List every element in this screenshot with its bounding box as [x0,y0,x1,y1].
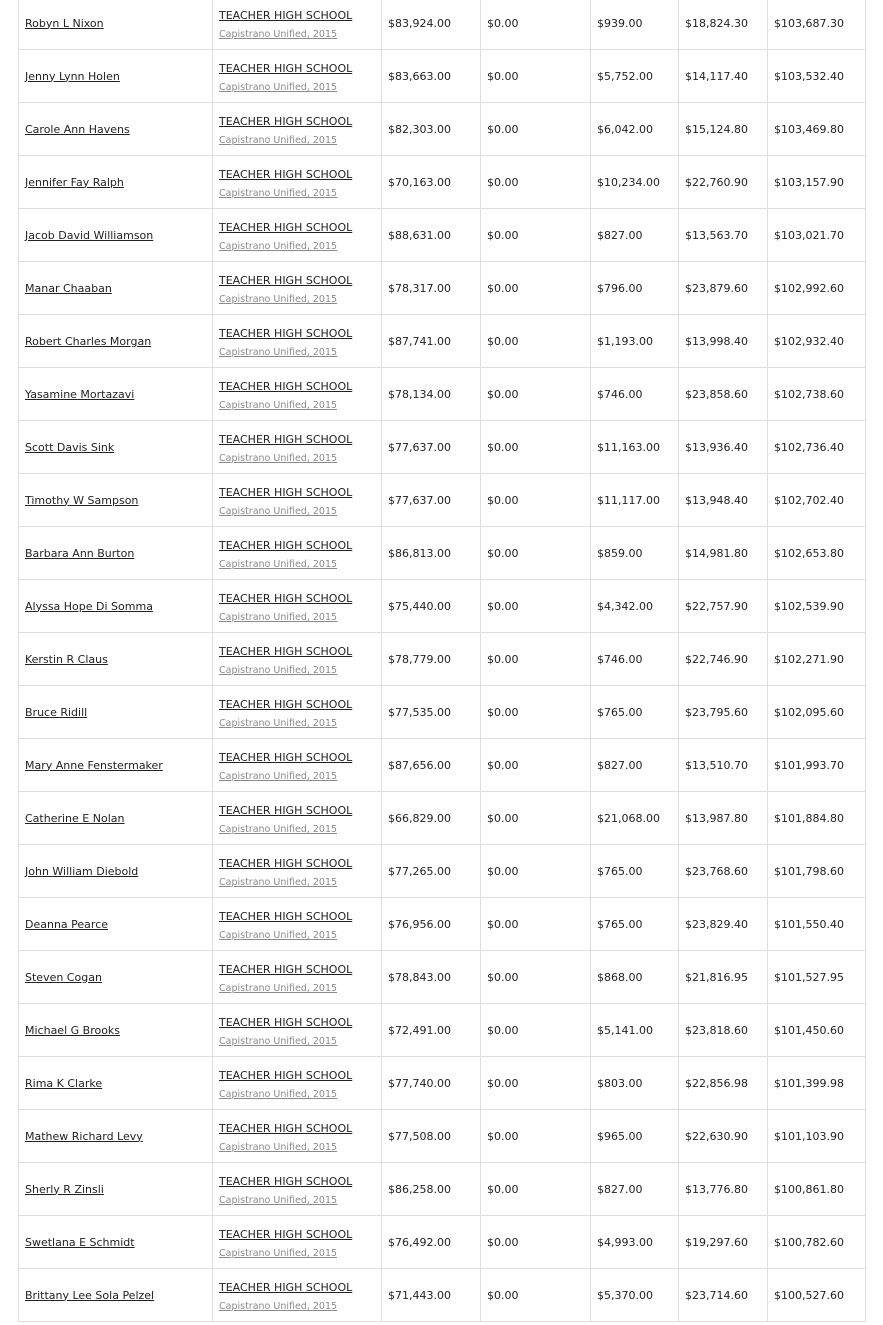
job-cell [213,580,382,633]
regular-pay-cell: $70,163.00 [382,156,481,209]
job-title-link[interactable]: TEACHER HIGH SCHOOL [219,433,353,446]
overtime-pay-cell: $0.00 [481,792,591,845]
other-pay-cell: $11,163.00 [591,421,679,474]
employee-name-link[interactable]: Mary Anne Fenstermaker [25,758,163,772]
other-pay-cell: $21,068.00 [591,792,679,845]
employee-name-cell [19,421,213,474]
total-pay-cell: $102,539.90 [768,580,866,633]
employee-name-link[interactable]: Carole Ann Havens [25,122,130,136]
employee-name-cell [19,315,213,368]
employee-name-link[interactable]: Catherine E Nolan [25,811,125,825]
job-title-link[interactable]: TEACHER HIGH SCHOOL [219,698,353,711]
total-pay-cell: $101,550.40 [768,898,866,951]
regular-pay-cell: $78,134.00 [382,368,481,421]
employee-name-link[interactable]: Yasamine Mortazavi [25,387,135,401]
benefits-cell: $13,936.40 [679,421,768,474]
agency-year-link[interactable]: Capistrano Unified, 2015 [219,188,338,199]
total-pay-cell: $102,932.40 [768,315,866,368]
job-cell [213,898,382,951]
total-pay-cell: $103,021.70 [768,209,866,262]
benefits-cell: $19,297.60 [679,1216,768,1269]
table-row [19,1163,866,1216]
agency-year-link[interactable]: Capistrano Unified, 2015 [219,1142,338,1153]
employee-name-link[interactable]: Barbara Ann Burton [25,546,135,560]
benefits-cell: $22,757.90 [679,580,768,633]
other-pay-cell: $765.00 [591,845,679,898]
agency-year-link[interactable]: Capistrano Unified, 2015 [219,135,338,146]
total-pay-cell: $101,527.95 [768,951,866,1004]
other-pay-cell: $6,042.00 [591,103,679,156]
job-cell [213,633,382,686]
regular-pay-cell: $86,813.00 [382,527,481,580]
job-title-link[interactable]: TEACHER HIGH SCHOOL [219,751,353,764]
job-cell [213,209,382,262]
job-title-link[interactable]: TEACHER HIGH SCHOOL [219,963,353,976]
regular-pay-cell: $76,492.00 [382,1216,481,1269]
overtime-pay-cell: $0.00 [481,156,591,209]
benefits-cell: $18,824.30 [679,0,768,50]
other-pay-cell: $765.00 [591,686,679,739]
table-row [19,739,866,792]
benefits-cell: $23,714.60 [679,1269,768,1322]
agency-year-link[interactable]: Capistrano Unified, 2015 [219,771,338,782]
benefits-cell: $22,856.98 [679,1057,768,1110]
job-title-link[interactable]: TEACHER HIGH SCHOOL [219,592,353,605]
table-row [19,421,866,474]
overtime-pay-cell: $0.00 [481,633,591,686]
employee-name-link[interactable]: Swetlana E Schmidt [25,1235,135,1249]
employee-name-link[interactable]: Manar Chaaban [25,281,112,295]
job-cell [213,1216,382,1269]
agency-year-link[interactable]: Capistrano Unified, 2015 [219,718,338,729]
total-pay-cell: $102,095.60 [768,686,866,739]
overtime-pay-cell: $0.00 [481,1004,591,1057]
job-title-link[interactable]: TEACHER HIGH SCHOOL [219,9,353,22]
regular-pay-cell: $86,258.00 [382,1163,481,1216]
other-pay-cell: $939.00 [591,0,679,50]
table-row [19,527,866,580]
employee-name-cell [19,527,213,580]
regular-pay-cell: $75,440.00 [382,580,481,633]
employee-name-cell [19,1163,213,1216]
job-title-link[interactable]: TEACHER HIGH SCHOOL [219,1175,353,1188]
overtime-pay-cell: $0.00 [481,0,591,50]
agency-year-link[interactable]: Capistrano Unified, 2015 [219,1301,338,1312]
overtime-pay-cell: $0.00 [481,845,591,898]
job-cell [213,262,382,315]
other-pay-cell: $5,141.00 [591,1004,679,1057]
table-row [19,633,866,686]
agency-year-link[interactable]: Capistrano Unified, 2015 [219,665,338,676]
regular-pay-cell: $77,637.00 [382,474,481,527]
overtime-pay-cell: $0.00 [481,209,591,262]
regular-pay-cell: $77,740.00 [382,1057,481,1110]
other-pay-cell: $803.00 [591,1057,679,1110]
job-cell [213,421,382,474]
benefits-cell: $13,776.80 [679,1163,768,1216]
job-cell [213,156,382,209]
job-cell [213,951,382,1004]
table-row [19,209,866,262]
overtime-pay-cell: $0.00 [481,474,591,527]
benefits-cell: $13,987.80 [679,792,768,845]
agency-year-link[interactable]: Capistrano Unified, 2015 [219,82,338,93]
employee-name-link[interactable]: Rima K Clarke [25,1076,103,1090]
overtime-pay-cell: $0.00 [481,1057,591,1110]
overtime-pay-cell: $0.00 [481,580,591,633]
total-pay-cell: $103,469.80 [768,103,866,156]
employee-name-cell [19,739,213,792]
regular-pay-cell: $83,663.00 [382,50,481,103]
job-cell [213,527,382,580]
salary-table-body [19,0,866,1322]
job-title-link[interactable]: TEACHER HIGH SCHOOL [219,1016,353,1029]
overtime-pay-cell: $0.00 [481,898,591,951]
regular-pay-cell: $77,265.00 [382,845,481,898]
agency-year-link[interactable]: Capistrano Unified, 2015 [219,29,338,40]
employee-name-link[interactable]: Mathew Richard Levy [25,1129,143,1143]
agency-year-link[interactable]: Capistrano Unified, 2015 [219,400,338,411]
employee-name-link[interactable]: Michael G Brooks [25,1023,121,1037]
total-pay-cell: $101,993.70 [768,739,866,792]
overtime-pay-cell: $0.00 [481,315,591,368]
job-cell [213,1269,382,1322]
regular-pay-cell: $66,829.00 [382,792,481,845]
agency-year-link[interactable]: Capistrano Unified, 2015 [219,1089,338,1100]
overtime-pay-cell: $0.00 [481,421,591,474]
overtime-pay-cell: $0.00 [481,368,591,421]
total-pay-cell: $102,653.80 [768,527,866,580]
table-row [19,315,866,368]
benefits-cell: $23,818.60 [679,1004,768,1057]
benefits-cell: $14,117.40 [679,50,768,103]
regular-pay-cell: $78,317.00 [382,262,481,315]
benefits-cell: $13,998.40 [679,315,768,368]
employee-name-cell [19,474,213,527]
overtime-pay-cell: $0.00 [481,527,591,580]
job-title-link[interactable]: TEACHER HIGH SCHOOL [219,857,353,870]
employee-name-cell [19,792,213,845]
agency-year-link[interactable]: Capistrano Unified, 2015 [219,1248,338,1259]
table-row [19,1057,866,1110]
table-row [19,50,866,103]
other-pay-cell: $827.00 [591,739,679,792]
regular-pay-cell: $77,535.00 [382,686,481,739]
overtime-pay-cell: $0.00 [481,686,591,739]
job-title-link[interactable]: TEACHER HIGH SCHOOL [219,1228,353,1241]
job-cell [213,0,382,50]
benefits-cell: $23,829.40 [679,898,768,951]
employee-name-link[interactable]: Alyssa Hope Di Somma [25,599,153,613]
employee-name-link[interactable]: Jennifer Fay Ralph [25,175,124,189]
other-pay-cell: $746.00 [591,368,679,421]
total-pay-cell: $101,103.90 [768,1110,866,1163]
overtime-pay-cell: $0.00 [481,951,591,1004]
total-pay-cell: $103,157.90 [768,156,866,209]
regular-pay-cell: $71,443.00 [382,1269,481,1322]
table-row [19,1110,866,1163]
benefits-cell: $23,795.60 [679,686,768,739]
employee-name-link[interactable]: Sherly R Zinsli [25,1182,104,1196]
agency-year-link[interactable]: Capistrano Unified, 2015 [219,1036,338,1047]
employee-name-link[interactable]: Jenny Lynn Holen [25,69,120,83]
other-pay-cell: $5,370.00 [591,1269,679,1322]
total-pay-cell: $100,861.80 [768,1163,866,1216]
overtime-pay-cell: $0.00 [481,1110,591,1163]
job-title-link[interactable]: TEACHER HIGH SCHOOL [219,62,353,75]
agency-year-link[interactable]: Capistrano Unified, 2015 [219,1195,338,1206]
employee-name-link[interactable]: Jacob David Williamson [25,228,154,242]
employee-name-cell [19,156,213,209]
employee-name-cell [19,1216,213,1269]
job-title-link[interactable]: TEACHER HIGH SCHOOL [219,804,353,817]
job-cell [213,315,382,368]
job-cell [213,1057,382,1110]
total-pay-cell: $102,992.60 [768,262,866,315]
benefits-cell: $14,981.80 [679,527,768,580]
employee-name-link[interactable]: Steven Cogan [25,970,102,984]
table-row [19,898,866,951]
total-pay-cell: $101,798.60 [768,845,866,898]
job-title-link[interactable]: TEACHER HIGH SCHOOL [219,645,353,658]
table-row [19,103,866,156]
benefits-cell: $15,124.80 [679,103,768,156]
job-cell [213,1163,382,1216]
employee-name-cell [19,368,213,421]
table-row [19,1216,866,1269]
benefits-cell: $21,816.95 [679,951,768,1004]
table-row [19,580,866,633]
employee-name-cell [19,50,213,103]
agency-year-link[interactable]: Capistrano Unified, 2015 [219,824,338,835]
benefits-cell: $22,746.90 [679,633,768,686]
table-row [19,845,866,898]
table-row [19,0,866,50]
agency-year-link[interactable]: Capistrano Unified, 2015 [219,453,338,464]
employee-name-cell [19,1110,213,1163]
regular-pay-cell: $82,303.00 [382,103,481,156]
employee-name-cell [19,1004,213,1057]
employee-name-cell [19,580,213,633]
other-pay-cell: $765.00 [591,898,679,951]
total-pay-cell: $101,450.60 [768,1004,866,1057]
benefits-cell: $23,768.60 [679,845,768,898]
agency-year-link[interactable]: Capistrano Unified, 2015 [219,241,338,252]
employee-name-link[interactable]: Kerstin R Claus [25,652,108,666]
other-pay-cell: $827.00 [591,209,679,262]
job-title-link[interactable]: TEACHER HIGH SCHOOL [219,274,353,287]
employee-name-link[interactable]: John William Diebold [25,864,139,878]
job-title-link[interactable]: TEACHER HIGH SCHOOL [219,380,353,393]
total-pay-cell: $101,399.98 [768,1057,866,1110]
employee-name-cell [19,1269,213,1322]
regular-pay-cell: $72,491.00 [382,1004,481,1057]
employee-name-cell [19,1057,213,1110]
job-cell [213,103,382,156]
overtime-pay-cell: $0.00 [481,262,591,315]
benefits-cell: $23,858.60 [679,368,768,421]
total-pay-cell: $103,687.30 [768,0,866,50]
agency-year-link[interactable]: Capistrano Unified, 2015 [219,559,338,570]
regular-pay-cell: $78,779.00 [382,633,481,686]
other-pay-cell: $859.00 [591,527,679,580]
other-pay-cell: $5,752.00 [591,50,679,103]
benefits-cell: $13,948.40 [679,474,768,527]
employee-name-cell [19,633,213,686]
table-row [19,686,866,739]
regular-pay-cell: $76,956.00 [382,898,481,951]
total-pay-cell: $102,702.40 [768,474,866,527]
job-cell [213,474,382,527]
job-cell [213,50,382,103]
regular-pay-cell: $87,656.00 [382,739,481,792]
other-pay-cell: $796.00 [591,262,679,315]
regular-pay-cell: $87,741.00 [382,315,481,368]
job-title-link[interactable]: TEACHER HIGH SCHOOL [219,115,353,128]
total-pay-cell: $101,884.80 [768,792,866,845]
total-pay-cell: $100,782.60 [768,1216,866,1269]
employee-name-cell [19,845,213,898]
table-row [19,1269,866,1322]
employee-name-link[interactable]: Brittany Lee Sola Pelzel [25,1288,155,1302]
overtime-pay-cell: $0.00 [481,1269,591,1322]
table-row [19,368,866,421]
salary-table [18,0,866,1322]
employee-name-link[interactable]: Robert Charles Morgan [25,334,152,348]
job-title-link[interactable]: TEACHER HIGH SCHOOL [219,168,353,181]
job-cell [213,686,382,739]
job-title-link[interactable]: TEACHER HIGH SCHOOL [219,539,353,552]
table-row [19,262,866,315]
other-pay-cell: $827.00 [591,1163,679,1216]
regular-pay-cell: $77,508.00 [382,1110,481,1163]
employee-name-cell [19,951,213,1004]
regular-pay-cell: $83,924.00 [382,0,481,50]
overtime-pay-cell: $0.00 [481,1163,591,1216]
overtime-pay-cell: $0.00 [481,50,591,103]
job-title-link[interactable]: TEACHER HIGH SCHOOL [219,1281,353,1294]
table-row [19,156,866,209]
total-pay-cell: $103,532.40 [768,50,866,103]
employee-name-cell [19,103,213,156]
other-pay-cell: $1,193.00 [591,315,679,368]
agency-year-link[interactable]: Capistrano Unified, 2015 [219,612,338,623]
other-pay-cell: $868.00 [591,951,679,1004]
job-cell [213,1110,382,1163]
table-row [19,474,866,527]
agency-year-link[interactable]: Capistrano Unified, 2015 [219,877,338,888]
total-pay-cell: $102,738.60 [768,368,866,421]
employee-name-cell [19,262,213,315]
employee-name-cell [19,209,213,262]
table-row [19,792,866,845]
overtime-pay-cell: $0.00 [481,1216,591,1269]
agency-year-link[interactable]: Capistrano Unified, 2015 [219,294,338,305]
job-cell [213,792,382,845]
agency-year-link[interactable]: Capistrano Unified, 2015 [219,347,338,358]
job-title-link[interactable]: TEACHER HIGH SCHOOL [219,327,353,340]
other-pay-cell: $965.00 [591,1110,679,1163]
employee-name-link[interactable]: Robyn L Nixon [25,16,104,30]
other-pay-cell: $11,117.00 [591,474,679,527]
benefits-cell: $13,510.70 [679,739,768,792]
job-title-link[interactable]: TEACHER HIGH SCHOOL [219,221,353,234]
employee-name-link[interactable]: Bruce Ridill [25,705,88,719]
employee-name-cell [19,898,213,951]
job-cell [213,1004,382,1057]
job-cell [213,739,382,792]
benefits-cell: $23,879.60 [679,262,768,315]
employee-name-cell [19,0,213,50]
benefits-cell: $22,630.90 [679,1110,768,1163]
other-pay-cell: $746.00 [591,633,679,686]
job-title-link[interactable]: TEACHER HIGH SCHOOL [219,910,353,923]
employee-name-link[interactable]: Scott Davis Sink [25,440,115,454]
other-pay-cell: $4,993.00 [591,1216,679,1269]
agency-year-link[interactable]: Capistrano Unified, 2015 [219,983,338,994]
other-pay-cell: $4,342.00 [591,580,679,633]
other-pay-cell: $10,234.00 [591,156,679,209]
employee-name-link[interactable]: Timothy W Sampson [25,493,139,507]
benefits-cell: $13,563.70 [679,209,768,262]
total-pay-cell: $102,271.90 [768,633,866,686]
job-cell [213,368,382,421]
table-row [19,951,866,1004]
job-title-link[interactable]: TEACHER HIGH SCHOOL [219,1122,353,1135]
regular-pay-cell: $88,631.00 [382,209,481,262]
job-title-link[interactable]: TEACHER HIGH SCHOOL [219,1069,353,1082]
table-row [19,1004,866,1057]
employee-name-cell [19,686,213,739]
employee-name-link[interactable]: Deanna Pearce [25,917,109,931]
benefits-cell: $22,760.90 [679,156,768,209]
total-pay-cell: $100,527.60 [768,1269,866,1322]
agency-year-link[interactable]: Capistrano Unified, 2015 [219,506,338,517]
job-title-link[interactable]: TEACHER HIGH SCHOOL [219,486,353,499]
job-cell [213,845,382,898]
agency-year-link[interactable]: Capistrano Unified, 2015 [219,930,338,941]
regular-pay-cell: $77,637.00 [382,421,481,474]
total-pay-cell: $102,736.40 [768,421,866,474]
regular-pay-cell: $78,843.00 [382,951,481,1004]
overtime-pay-cell: $0.00 [481,739,591,792]
overtime-pay-cell: $0.00 [481,103,591,156]
